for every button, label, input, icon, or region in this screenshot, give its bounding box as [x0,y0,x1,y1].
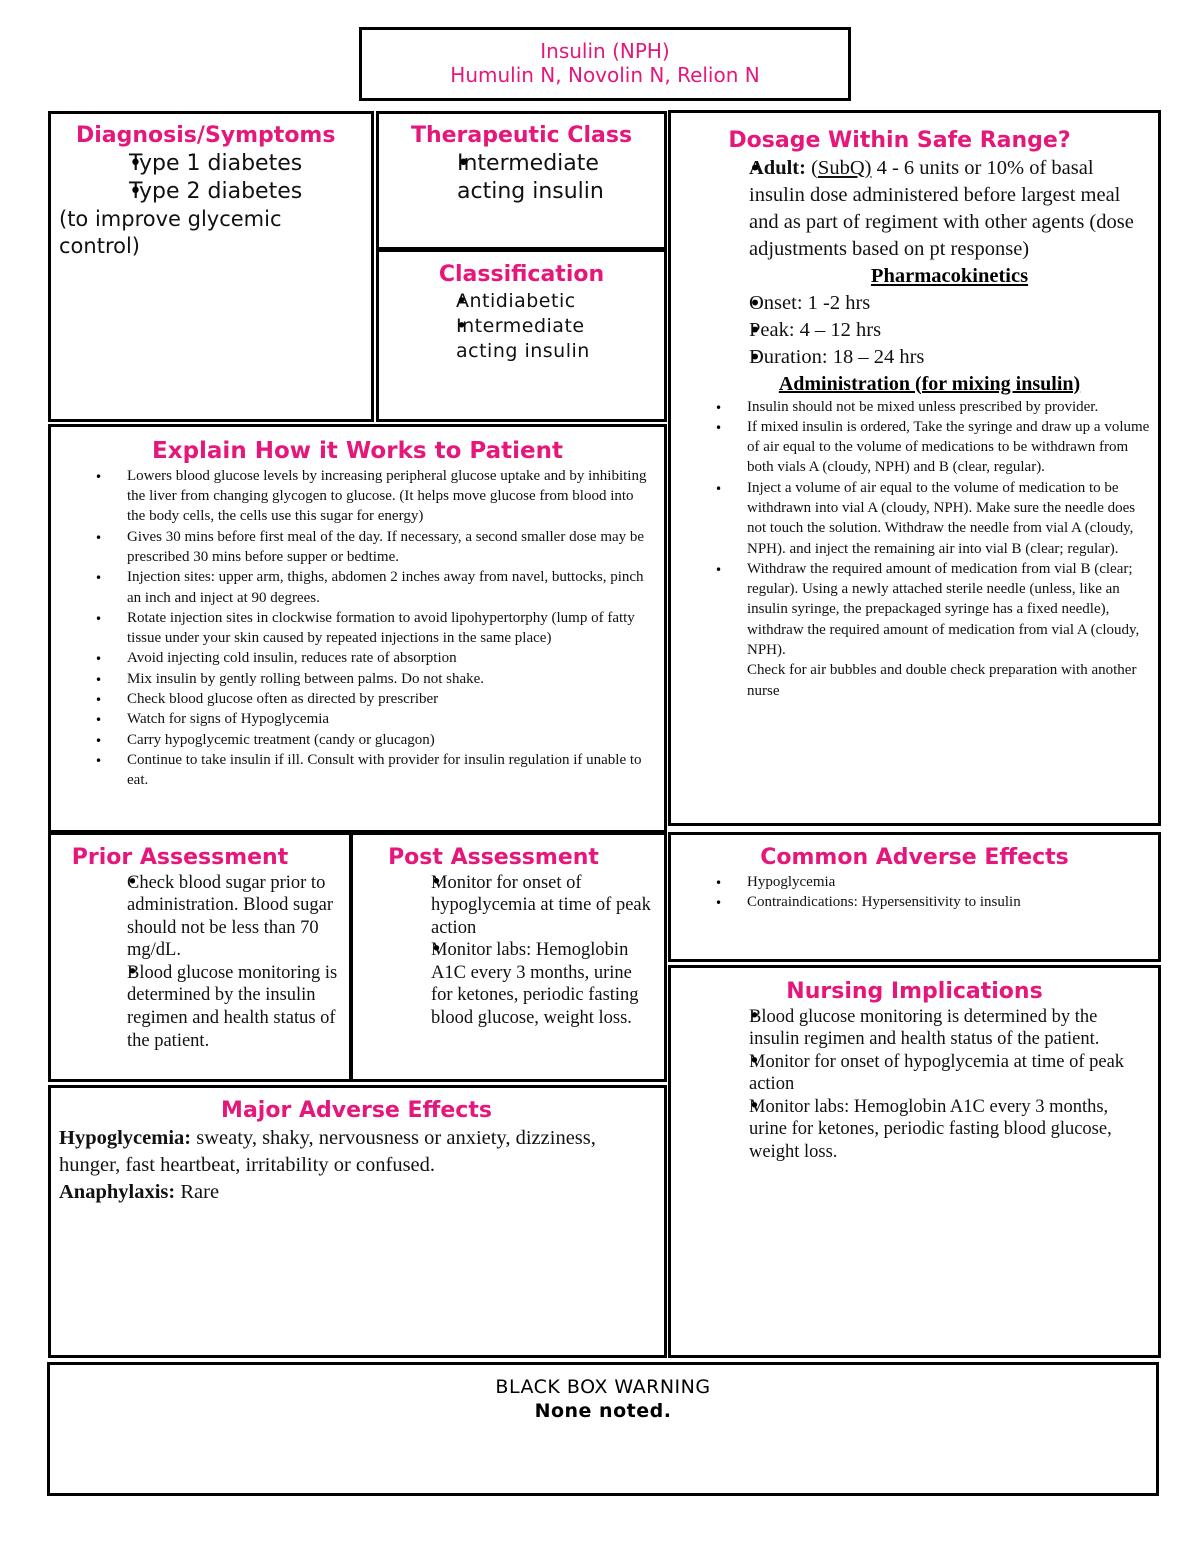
list-item: • Type 1 diabetes [59,150,371,178]
prior-assessment-list [51,872,349,1053]
list-item: • Withdraw the required amount of medication from vial B (clear; regular). Using a newly attached sterile needle (unless, like an insulin syringe, the prepackaged syringe has a fixed needle), withdraw the required amount of medication from vial A (cloudy, NPH). [671,559,1150,660]
route: SubQ) [817,156,872,179]
black-box-text: None noted. [534,1400,672,1422]
hypo-text: sweaty, shaky, nervousness or anxiety, dizziness, hunger, fast heartbeat, irritability or confused. [59,1126,596,1176]
list-item: • Gives 30 mins before first meal of the day. If necessary, a second smaller dose may be prescribed 30 mins before supper or bedtime. [51,527,652,568]
explain-title: Explain How it Works to Patient [152,438,563,464]
list-item: • Intermediate acting insulin [379,314,626,364]
list-item: • Insulin should not be mixed unless prescribed by provider. [671,397,1150,417]
black-box-title: BLACK BOX WARNING [495,1376,711,1398]
diagnosis-note: (to improve glycemic control) [59,206,282,258]
nursing-list [671,1006,1158,1164]
classification-title: Classification [438,262,605,287]
major-adverse-box [48,1085,667,1358]
list-item: • Monitor labs: Hemoglobin A1C every 3 months, urine for ketones, periodic fasting blood glucose, weight loss. [671,1096,1158,1164]
pk-list [671,290,1158,371]
header-box [359,27,851,101]
list-item: • Watch for signs of Hypoglycemia [51,709,652,729]
list-item: • Blood glucose monitoring is determined by the insulin regimen and health status of the patient. [51,962,349,1052]
post-assessment-list [353,872,664,1030]
prior-assessment-box [48,832,352,1082]
post-assessment-box [350,832,667,1082]
list-item: • Injection sites: upper arm, thighs, abdomen 2 inches away from navel, buttocks, pinch an inch and inject at 90 degrees. [51,567,652,608]
ana-label: Anaphylaxis: [59,1180,176,1203]
dosage-adult: • Adult: (SubQ) 4 - 6 units or 10% of basal insulin dose administered before largest meal and as part of regiment with other agents (dose adjustments based on pt response) [671,155,1158,263]
explain-list [51,466,664,791]
dosage-list [671,155,1158,263]
common-adverse-box [668,832,1161,962]
therapeutic-class-list [379,150,664,206]
list-item: • Carry hypoglycemic treatment (candy or glucagon) [51,730,652,750]
list-item: • Monitor labs: Hemoglobin A1C every 3 months, urine for ketones, periodic fasting blood glucose, weight loss. [353,939,664,1029]
list-item: • Check blood sugar prior to administration. Blood sugar should not be less than 70 mg/dL. [51,872,349,962]
nursing-box [668,965,1161,1358]
list-item: • Intermediate acting insulin [379,150,632,206]
classification-box [376,249,667,422]
drug-name: Insulin (NPH) [540,39,670,63]
adult-label: Adult: [749,156,806,179]
prior-assessment-title: Prior Assessment [71,845,289,870]
list-item: • Type 2 diabetes [59,178,371,206]
major-adverse-ana [59,1179,634,1206]
pk-title: Pharmacokinetics [870,264,1029,287]
major-adverse-title: Major Adverse Effects [221,1098,492,1123]
explain-box [48,424,667,833]
diagnosis-title: Diagnosis/Symptoms [76,123,336,148]
list-item: • Monitor for onset of hypoglycemia at time of peak action [671,1051,1158,1096]
dosage-box [668,110,1161,826]
ana-text: Rare [175,1180,220,1203]
list-item: • Monitor for onset of hypoglycemia at time of peak action [353,872,664,940]
classification-list [379,289,664,364]
common-adverse-list [671,872,1158,913]
brand-names: Humulin N, Novolin N, Relion N [450,63,760,87]
admin-title: Administration (for mixing insulin) [778,372,1081,395]
list-item: • Avoid injecting cold insulin, reduces rate of absorption [51,648,652,668]
list-item: • Mix insulin by gently rolling between palms. Do not shake. [51,669,652,689]
admin-final: Check for air bubbles and double check preparation with another nurse [747,662,1137,699]
list-item: • Onset: 1 -2 hrs [671,290,1158,317]
list-item: • Lowers blood glucose levels by increasing peripheral glucose uptake and by inhibiting the liver from changing glycogen to glucose. (It helps move glucose from blood into the body cells, the cells use this sugar for energy) [51,466,652,527]
list-item: • Rotate injection sites in clockwise formation to avoid lipohypertorphy (lump of fatty tissue under your skin caused by repeated injections in the same place) [51,608,652,649]
list-item: • Blood glucose monitoring is determined by the insulin regimen and health status of the patient. [671,1006,1158,1051]
hypo-label: Hypoglycemia: [59,1126,192,1149]
adult-dose: 4 - 6 units or 10% of basal insulin dose administered before largest meal and as part of regiment with other agents (dose adjustments based on pt response) [749,156,1134,260]
diagnosis-box [48,111,374,422]
list-item: • Contraindications: Hypersensitivity to insulin [671,892,1158,912]
list-item: • If mixed insulin is ordered, Take the syringe and draw up a volume of air equal to the volume of medications to be withdrawn from both vials A (cloudy, NPH) and B (clear, regular). [671,417,1150,478]
list-item: • Duration: 18 – 24 hrs [671,344,1158,371]
dosage-title: Dosage Within Safe Range? [728,128,1071,153]
therapeutic-class-title: Therapeutic Class [410,123,633,148]
list-item: • Check blood glucose often as directed by prescriber [51,689,652,709]
nursing-title: Nursing Implications [786,979,1043,1004]
list-item: • Continue to take insulin if ill. Consult with provider for insulin regulation if unable to eat. [51,750,652,791]
list-item: • Peak: 4 – 12 hrs [671,317,1158,344]
diagnosis-list [59,150,371,206]
post-assessment-title: Post Assessment [388,845,599,870]
list-item: • Antidiabetic [379,289,664,314]
list-item: • Inject a volume of air equal to the volume of medication to be withdrawn into vial A (cloudy, NPH). Make sure the needle does not touch the solution. Withdraw the needle from vial A (cloudy, NPH). and inject the remaining air into vial B (clear; regular). [671,478,1150,559]
common-adverse-title: Common Adverse Effects [760,845,1069,870]
therapeutic-class-box [376,111,667,250]
black-box-warning [47,1362,1159,1496]
list-item: • Hypoglycemia [671,872,1158,892]
admin-list [671,397,1158,661]
major-adverse-hypo [59,1125,634,1179]
